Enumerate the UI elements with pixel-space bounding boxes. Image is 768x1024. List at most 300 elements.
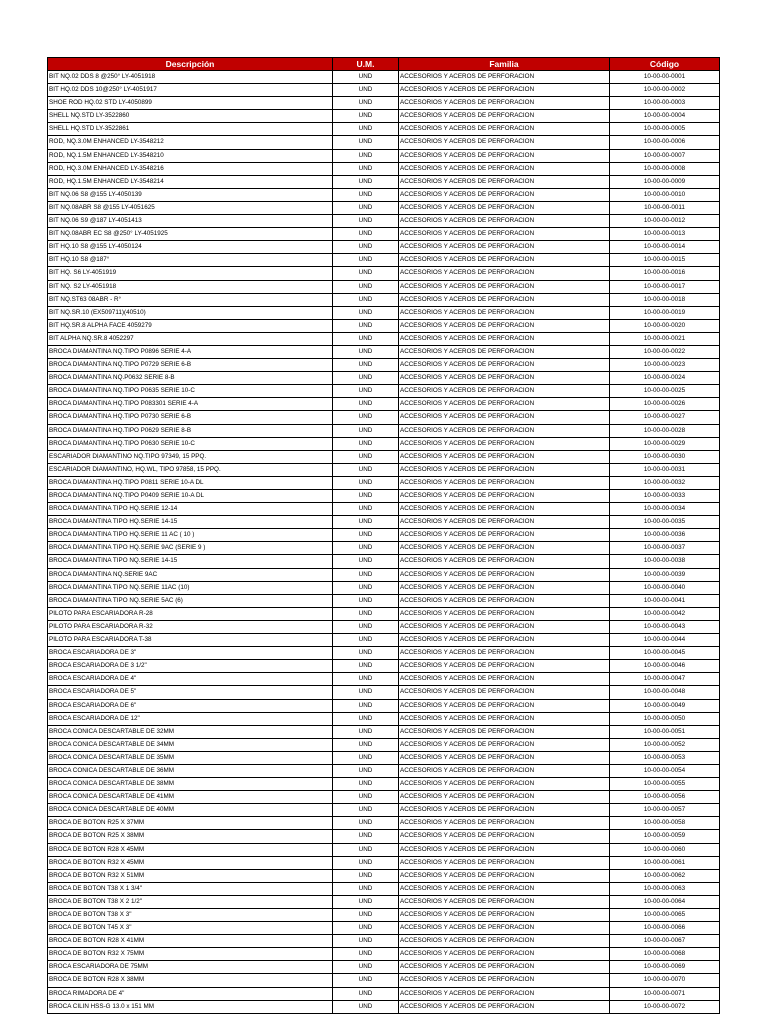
cell-um[interactable]: UND <box>333 450 399 463</box>
cell-familia[interactable]: ACCESORIOS Y ACEROS DE PERFORACION <box>399 516 610 529</box>
cell-codigo[interactable]: 10-00-00-0012 <box>610 215 720 228</box>
cell-descripcion[interactable]: ROD, HQ.1.5M ENHANCED LY-3548214 <box>48 175 333 188</box>
cell-descripcion[interactable]: BROCA DE BOTON R32 X 45MM <box>48 856 333 869</box>
cell-descripcion[interactable]: BROCA DIAMANTINA TIPO NQ.SERIE 5AC (6) <box>48 594 333 607</box>
cell-descripcion[interactable]: SHELL NQ.STD LY-3522860 <box>48 110 333 123</box>
cell-descripcion[interactable]: BROCA ESCARIADORA DE 3 1/2" <box>48 660 333 673</box>
cell-um[interactable]: UND <box>333 476 399 489</box>
cell-descripcion[interactable]: BROCA DIAMANTINA TIPO HQ.SERIE 12-14 <box>48 503 333 516</box>
cell-codigo[interactable]: 10-00-00-0047 <box>610 673 720 686</box>
cell-familia[interactable]: ACCESORIOS Y ACEROS DE PERFORACION <box>399 84 610 97</box>
cell-descripcion[interactable]: BROCA DIAMANTINA TIPO NQ.SERIE 14-15 <box>48 555 333 568</box>
cell-familia[interactable]: ACCESORIOS Y ACEROS DE PERFORACION <box>399 843 610 856</box>
cell-codigo[interactable]: 10-00-00-0021 <box>610 332 720 345</box>
cell-familia[interactable]: ACCESORIOS Y ACEROS DE PERFORACION <box>399 778 610 791</box>
cell-um[interactable]: UND <box>333 686 399 699</box>
cell-familia[interactable]: ACCESORIOS Y ACEROS DE PERFORACION <box>399 817 610 830</box>
cell-familia[interactable]: ACCESORIOS Y ACEROS DE PERFORACION <box>399 463 610 476</box>
cell-um[interactable]: UND <box>333 791 399 804</box>
cell-um[interactable]: UND <box>333 882 399 895</box>
cell-familia[interactable]: ACCESORIOS Y ACEROS DE PERFORACION <box>399 909 610 922</box>
cell-familia[interactable]: ACCESORIOS Y ACEROS DE PERFORACION <box>399 110 610 123</box>
cell-familia[interactable]: ACCESORIOS Y ACEROS DE PERFORACION <box>399 882 610 895</box>
cell-um[interactable]: UND <box>333 345 399 358</box>
cell-familia[interactable]: ACCESORIOS Y ACEROS DE PERFORACION <box>399 987 610 1000</box>
cell-descripcion[interactable]: BROCA DE BOTON R25 X 37MM <box>48 817 333 830</box>
cell-um[interactable]: UND <box>333 372 399 385</box>
cell-familia[interactable]: ACCESORIOS Y ACEROS DE PERFORACION <box>399 738 610 751</box>
cell-codigo[interactable]: 10-00-00-0014 <box>610 241 720 254</box>
cell-um[interactable]: UND <box>333 555 399 568</box>
cell-descripcion[interactable]: BROCA DIAMANTINA NQ.TIPO P0409 SERIE 10-A DL <box>48 490 333 503</box>
cell-codigo[interactable]: 10-00-00-0038 <box>610 555 720 568</box>
cell-um[interactable]: UND <box>333 188 399 201</box>
cell-um[interactable]: UND <box>333 922 399 935</box>
cell-codigo[interactable]: 10-00-00-0013 <box>610 228 720 241</box>
cell-familia[interactable]: ACCESORIOS Y ACEROS DE PERFORACION <box>399 686 610 699</box>
cell-codigo[interactable]: 10-00-00-0015 <box>610 254 720 267</box>
items-table <box>47 57 720 1014</box>
cell-codigo[interactable]: 10-00-00-0059 <box>610 830 720 843</box>
cell-codigo[interactable]: 10-00-00-0036 <box>610 529 720 542</box>
cell-um[interactable]: UND <box>333 437 399 450</box>
cell-codigo[interactable]: 10-00-00-0006 <box>610 136 720 149</box>
cell-descripcion[interactable]: ESCARIADOR DIAMANTINO, HQ.WL, TIPO 97858, 15 PPQ. <box>48 463 333 476</box>
cell-familia[interactable]: ACCESORIOS Y ACEROS DE PERFORACION <box>399 424 610 437</box>
cell-um[interactable]: UND <box>333 71 399 84</box>
cell-descripcion[interactable]: BROCA DIAMANTINA HQ.TIPO P0730 SERIE 6-B <box>48 411 333 424</box>
cell-um[interactable]: UND <box>333 594 399 607</box>
cell-um[interactable]: UND <box>333 712 399 725</box>
cell-descripcion[interactable]: BROCA CONICA DESCARTABLE DE 41MM <box>48 791 333 804</box>
cell-descripcion[interactable]: BIT NQ.02 DDS 8 @250° LY-4051918 <box>48 71 333 84</box>
cell-descripcion[interactable]: BROCA RIMADORA DE 4" <box>48 987 333 1000</box>
cell-codigo[interactable]: 10-00-00-0018 <box>610 293 720 306</box>
cell-codigo[interactable]: 10-00-00-0070 <box>610 974 720 987</box>
cell-descripcion[interactable]: BROCA DIAMANTINA NQ.TIPO P0635 SERIE 10-C <box>48 385 333 398</box>
cell-familia[interactable]: ACCESORIOS Y ACEROS DE PERFORACION <box>399 791 610 804</box>
cell-codigo[interactable]: 10-00-00-0069 <box>610 961 720 974</box>
cell-descripcion[interactable]: ROD, NQ.1.5M ENHANCED LY-3548210 <box>48 149 333 162</box>
cell-descripcion[interactable]: SHOE ROD HQ.02 STD LY-4050899 <box>48 97 333 110</box>
cell-codigo[interactable]: 10-00-00-0001 <box>610 71 720 84</box>
cell-familia[interactable]: ACCESORIOS Y ACEROS DE PERFORACION <box>399 948 610 961</box>
cell-um[interactable]: UND <box>333 267 399 280</box>
cell-descripcion[interactable]: BIT ALPHA NQ.SR.8 4052297 <box>48 332 333 345</box>
cell-familia[interactable]: ACCESORIOS Y ACEROS DE PERFORACION <box>399 476 610 489</box>
cell-descripcion[interactable]: BROCA DE BOTON R28 X 45MM <box>48 843 333 856</box>
cell-codigo[interactable]: 10-00-00-0016 <box>610 267 720 280</box>
cell-codigo[interactable]: 10-00-00-0060 <box>610 843 720 856</box>
cell-um[interactable]: UND <box>333 620 399 633</box>
cell-codigo[interactable]: 10-00-00-0019 <box>610 306 720 319</box>
cell-familia[interactable]: ACCESORIOS Y ACEROS DE PERFORACION <box>399 228 610 241</box>
cell-codigo[interactable]: 10-00-00-0030 <box>610 450 720 463</box>
cell-codigo[interactable]: 10-00-00-0033 <box>610 490 720 503</box>
header-descripcion[interactable]: Descripción <box>48 58 333 71</box>
cell-um[interactable]: UND <box>333 201 399 214</box>
cell-um[interactable]: UND <box>333 241 399 254</box>
cell-familia[interactable]: ACCESORIOS Y ACEROS DE PERFORACION <box>399 162 610 175</box>
cell-familia[interactable]: ACCESORIOS Y ACEROS DE PERFORACION <box>399 895 610 908</box>
cell-um[interactable]: UND <box>333 319 399 332</box>
cell-familia[interactable]: ACCESORIOS Y ACEROS DE PERFORACION <box>399 660 610 673</box>
cell-familia[interactable]: ACCESORIOS Y ACEROS DE PERFORACION <box>399 581 610 594</box>
cell-codigo[interactable]: 10-00-00-0003 <box>610 97 720 110</box>
cell-descripcion[interactable]: BROCA DE BOTON R32 X 75MM <box>48 948 333 961</box>
cell-um[interactable]: UND <box>333 542 399 555</box>
cell-um[interactable]: UND <box>333 568 399 581</box>
table-row <box>48 162 720 175</box>
cell-codigo[interactable]: 10-00-00-0043 <box>610 620 720 633</box>
cell-codigo[interactable]: 10-00-00-0024 <box>610 372 720 385</box>
table-row <box>48 673 720 686</box>
cell-um[interactable]: UND <box>333 398 399 411</box>
cell-descripcion[interactable]: BROCA DIAMANTINA HQ.TIPO P0630 SERIE 10-C <box>48 437 333 450</box>
table-row <box>48 228 720 241</box>
cell-um[interactable]: UND <box>333 817 399 830</box>
cell-familia[interactable]: ACCESORIOS Y ACEROS DE PERFORACION <box>399 503 610 516</box>
cell-familia[interactable]: ACCESORIOS Y ACEROS DE PERFORACION <box>399 725 610 738</box>
cell-um[interactable]: UND <box>333 149 399 162</box>
cell-codigo[interactable]: 10-00-00-0002 <box>610 84 720 97</box>
cell-codigo[interactable]: 10-00-00-0053 <box>610 751 720 764</box>
cell-descripcion[interactable]: BROCA ESCARIADORA DE 4" <box>48 673 333 686</box>
cell-codigo[interactable]: 10-00-00-0034 <box>610 503 720 516</box>
cell-familia[interactable]: ACCESORIOS Y ACEROS DE PERFORACION <box>399 634 610 647</box>
cell-um[interactable]: UND <box>333 987 399 1000</box>
cell-familia[interactable]: ACCESORIOS Y ACEROS DE PERFORACION <box>399 1000 610 1013</box>
cell-descripcion[interactable]: ESCARIADOR DIAMANTINO NQ.TIPO 97349, 15 PPQ. <box>48 450 333 463</box>
cell-codigo[interactable]: 10-00-00-0011 <box>610 201 720 214</box>
cell-um[interactable]: UND <box>333 306 399 319</box>
cell-codigo[interactable]: 10-00-00-0048 <box>610 686 720 699</box>
header-um[interactable]: U.M. <box>333 58 399 71</box>
cell-codigo[interactable]: 10-00-00-0035 <box>610 516 720 529</box>
cell-codigo[interactable]: 10-00-00-0056 <box>610 791 720 804</box>
cell-um[interactable]: UND <box>333 280 399 293</box>
cell-familia[interactable]: ACCESORIOS Y ACEROS DE PERFORACION <box>399 555 610 568</box>
cell-codigo[interactable]: 10-00-00-0023 <box>610 359 720 372</box>
cell-um[interactable]: UND <box>333 162 399 175</box>
cell-descripcion[interactable]: BIT NQ.SR.10 (EX509711)(40510) <box>48 306 333 319</box>
cell-um[interactable]: UND <box>333 948 399 961</box>
cell-familia[interactable]: ACCESORIOS Y ACEROS DE PERFORACION <box>399 490 610 503</box>
cell-codigo[interactable]: 10-00-00-0051 <box>610 725 720 738</box>
cell-um[interactable]: UND <box>333 332 399 345</box>
cell-um[interactable]: UND <box>333 738 399 751</box>
cell-familia[interactable]: ACCESORIOS Y ACEROS DE PERFORACION <box>399 974 610 987</box>
cell-codigo[interactable]: 10-00-00-0066 <box>610 922 720 935</box>
cell-um[interactable]: UND <box>333 869 399 882</box>
cell-descripcion[interactable]: PILOTO PARA ESCARIADORA T-38 <box>48 634 333 647</box>
cell-um[interactable]: UND <box>333 909 399 922</box>
cell-familia[interactable]: ACCESORIOS Y ACEROS DE PERFORACION <box>399 267 610 280</box>
cell-familia[interactable]: ACCESORIOS Y ACEROS DE PERFORACION <box>399 869 610 882</box>
cell-um[interactable]: UND <box>333 385 399 398</box>
cell-descripcion[interactable]: BROCA CONICA DESCARTABLE DE 40MM <box>48 804 333 817</box>
cell-familia[interactable]: ACCESORIOS Y ACEROS DE PERFORACION <box>399 607 610 620</box>
cell-familia[interactable]: ACCESORIOS Y ACEROS DE PERFORACION <box>399 345 610 358</box>
cell-codigo[interactable]: 10-00-00-0009 <box>610 175 720 188</box>
cell-um[interactable]: UND <box>333 778 399 791</box>
cell-familia[interactable]: ACCESORIOS Y ACEROS DE PERFORACION <box>399 542 610 555</box>
cell-descripcion[interactable]: BROCA DIAMANTINA TIPO HQ.SERIE 9AC (SERIE 9 ) <box>48 542 333 555</box>
cell-codigo[interactable]: 10-00-00-0050 <box>610 712 720 725</box>
cell-descripcion[interactable]: BROCA CILIN HSS-G 13.0 x 151 MM <box>48 1000 333 1013</box>
cell-familia[interactable]: ACCESORIOS Y ACEROS DE PERFORACION <box>399 201 610 214</box>
cell-familia[interactable]: ACCESORIOS Y ACEROS DE PERFORACION <box>399 136 610 149</box>
cell-um[interactable]: UND <box>333 660 399 673</box>
cell-descripcion[interactable]: BROCA DIAMANTINA NQ.P0632 SERIE 8-B <box>48 372 333 385</box>
cell-um[interactable]: UND <box>333 895 399 908</box>
cell-familia[interactable]: ACCESORIOS Y ACEROS DE PERFORACION <box>399 306 610 319</box>
cell-familia[interactable]: ACCESORIOS Y ACEROS DE PERFORACION <box>399 215 610 228</box>
cell-um[interactable]: UND <box>333 607 399 620</box>
cell-um[interactable]: UND <box>333 136 399 149</box>
cell-codigo[interactable]: 10-00-00-0028 <box>610 424 720 437</box>
cell-descripcion[interactable]: BIT NQ.08ABR S8 @155 LY-4051625 <box>48 201 333 214</box>
cell-codigo[interactable]: 10-00-00-0054 <box>610 764 720 777</box>
cell-descripcion[interactable]: BROCA DE BOTON T38 X 3" <box>48 909 333 922</box>
cell-descripcion[interactable]: BIT NQ.06 S9 @187 LY-4051413 <box>48 215 333 228</box>
cell-descripcion[interactable]: SHELL HQ.STD LY-3522861 <box>48 123 333 136</box>
cell-descripcion[interactable]: PILOTO PARA ESCARIADORA R-32 <box>48 620 333 633</box>
cell-um[interactable]: UND <box>333 843 399 856</box>
cell-descripcion[interactable]: BROCA DIAMANTINA NQ.TIPO P0896 SERIE 4-A <box>48 345 333 358</box>
cell-descripcion[interactable]: ROD, HQ.3.0M ENHANCED LY-3548216 <box>48 162 333 175</box>
cell-familia[interactable]: ACCESORIOS Y ACEROS DE PERFORACION <box>399 71 610 84</box>
cell-codigo[interactable]: 10-00-00-0026 <box>610 398 720 411</box>
cell-descripcion[interactable]: ROD, NQ.3.0M ENHANCED LY-3548212 <box>48 136 333 149</box>
cell-codigo[interactable]: 10-00-00-0061 <box>610 856 720 869</box>
cell-codigo[interactable]: 10-00-00-0063 <box>610 882 720 895</box>
spreadsheet-sheet <box>47 57 720 1014</box>
cell-familia[interactable]: ACCESORIOS Y ACEROS DE PERFORACION <box>399 751 610 764</box>
cell-um[interactable]: UND <box>333 254 399 267</box>
cell-codigo[interactable]: 10-00-00-0044 <box>610 634 720 647</box>
cell-codigo[interactable]: 10-00-00-0017 <box>610 280 720 293</box>
cell-um[interactable]: UND <box>333 935 399 948</box>
cell-codigo[interactable]: 10-00-00-0020 <box>610 319 720 332</box>
cell-codigo[interactable]: 10-00-00-0045 <box>610 647 720 660</box>
cell-codigo[interactable]: 10-00-00-0005 <box>610 123 720 136</box>
cell-um[interactable]: UND <box>333 215 399 228</box>
cell-familia[interactable]: ACCESORIOS Y ACEROS DE PERFORACION <box>399 922 610 935</box>
cell-familia[interactable]: ACCESORIOS Y ACEROS DE PERFORACION <box>399 97 610 110</box>
cell-codigo[interactable]: 10-00-00-0010 <box>610 188 720 201</box>
cell-familia[interactable]: ACCESORIOS Y ACEROS DE PERFORACION <box>399 398 610 411</box>
cell-um[interactable]: UND <box>333 830 399 843</box>
cell-codigo[interactable]: 10-00-00-0058 <box>610 817 720 830</box>
cell-descripcion[interactable]: BROCA DE BOTON T45 X 3" <box>48 922 333 935</box>
cell-familia[interactable]: ACCESORIOS Y ACEROS DE PERFORACION <box>399 712 610 725</box>
cell-codigo[interactable]: 10-00-00-0046 <box>610 660 720 673</box>
cell-familia[interactable]: ACCESORIOS Y ACEROS DE PERFORACION <box>399 856 610 869</box>
cell-familia[interactable]: ACCESORIOS Y ACEROS DE PERFORACION <box>399 411 610 424</box>
cell-descripcion[interactable]: BROCA DE BOTON R25 X 38MM <box>48 830 333 843</box>
cell-um[interactable]: UND <box>333 804 399 817</box>
cell-familia[interactable]: ACCESORIOS Y ACEROS DE PERFORACION <box>399 594 610 607</box>
cell-descripcion[interactable]: BROCA ESCARIADORA DE 3" <box>48 647 333 660</box>
cell-um[interactable]: UND <box>333 503 399 516</box>
cell-codigo[interactable]: 10-00-00-0032 <box>610 476 720 489</box>
cell-um[interactable]: UND <box>333 961 399 974</box>
cell-codigo[interactable]: 10-00-00-0064 <box>610 895 720 908</box>
cell-um[interactable]: UND <box>333 424 399 437</box>
cell-descripcion[interactable]: BIT NQ.ST63 08ABR - R° <box>48 293 333 306</box>
cell-codigo[interactable]: 10-00-00-0057 <box>610 804 720 817</box>
cell-familia[interactable]: ACCESORIOS Y ACEROS DE PERFORACION <box>399 830 610 843</box>
cell-familia[interactable]: ACCESORIOS Y ACEROS DE PERFORACION <box>399 450 610 463</box>
cell-codigo[interactable]: 10-00-00-0029 <box>610 437 720 450</box>
cell-familia[interactable]: ACCESORIOS Y ACEROS DE PERFORACION <box>399 188 610 201</box>
cell-familia[interactable]: ACCESORIOS Y ACEROS DE PERFORACION <box>399 241 610 254</box>
cell-descripcion[interactable]: BROCA CONICA DESCARTABLE DE 32MM <box>48 725 333 738</box>
cell-um[interactable]: UND <box>333 490 399 503</box>
cell-familia[interactable]: ACCESORIOS Y ACEROS DE PERFORACION <box>399 149 610 162</box>
cell-descripcion[interactable]: BROCA DE BOTON R28 X 41MM <box>48 935 333 948</box>
cell-familia[interactable]: ACCESORIOS Y ACEROS DE PERFORACION <box>399 175 610 188</box>
cell-codigo[interactable]: 10-00-00-0031 <box>610 463 720 476</box>
cell-descripcion[interactable]: BROCA CONICA DESCARTABLE DE 38MM <box>48 778 333 791</box>
cell-descripcion[interactable]: BIT HQ.02 DDS 10@250° LY-4051917 <box>48 84 333 97</box>
cell-descripcion[interactable]: BIT HQ. S6 LY-4051919 <box>48 267 333 280</box>
cell-descripcion[interactable]: BROCA ESCARIADORA DE 6" <box>48 699 333 712</box>
cell-descripcion[interactable]: BROCA DIAMANTINA TIPO HQ.SERIE 11 AC ( 10 ) <box>48 529 333 542</box>
cell-um[interactable]: UND <box>333 673 399 686</box>
cell-familia[interactable]: ACCESORIOS Y ACEROS DE PERFORACION <box>399 647 610 660</box>
cell-descripcion[interactable]: BROCA CONICA DESCARTABLE DE 36MM <box>48 764 333 777</box>
cell-um[interactable]: UND <box>333 293 399 306</box>
cell-codigo[interactable]: 10-00-00-0067 <box>610 935 720 948</box>
cell-codigo[interactable]: 10-00-00-0055 <box>610 778 720 791</box>
cell-codigo[interactable]: 10-00-00-0039 <box>610 568 720 581</box>
cell-descripcion[interactable]: BIT HQ.10 S8 @187° <box>48 254 333 267</box>
cell-um[interactable]: UND <box>333 123 399 136</box>
cell-familia[interactable]: ACCESORIOS Y ACEROS DE PERFORACION <box>399 319 610 332</box>
cell-familia[interactable]: ACCESORIOS Y ACEROS DE PERFORACION <box>399 372 610 385</box>
cell-descripcion[interactable]: BROCA DIAMANTINA NQ.TIPO P0729 SERIE 6-B <box>48 359 333 372</box>
cell-descripcion[interactable]: BIT NQ.06 S8 @155 LY-4050139 <box>48 188 333 201</box>
cell-descripcion[interactable]: BROCA DIAMANTINA HQ.TIPO P0811 SERIE 10-A DL <box>48 476 333 489</box>
cell-codigo[interactable]: 10-00-00-0025 <box>610 385 720 398</box>
cell-familia[interactable]: ACCESORIOS Y ACEROS DE PERFORACION <box>399 699 610 712</box>
cell-familia[interactable]: ACCESORIOS Y ACEROS DE PERFORACION <box>399 764 610 777</box>
cell-descripcion[interactable]: BROCA ESCARIADORA DE 5" <box>48 686 333 699</box>
cell-um[interactable]: UND <box>333 699 399 712</box>
cell-familia[interactable]: ACCESORIOS Y ACEROS DE PERFORACION <box>399 568 610 581</box>
cell-codigo[interactable]: 10-00-00-0007 <box>610 149 720 162</box>
cell-codigo[interactable]: 10-00-00-0062 <box>610 869 720 882</box>
cell-descripcion[interactable]: BROCA ESCARIADORA DE 12" <box>48 712 333 725</box>
cell-codigo[interactable]: 10-00-00-0022 <box>610 345 720 358</box>
cell-descripcion[interactable]: PILOTO PARA ESCARIADORA R-28 <box>48 607 333 620</box>
cell-codigo[interactable]: 10-00-00-0040 <box>610 581 720 594</box>
cell-codigo[interactable]: 10-00-00-0065 <box>610 909 720 922</box>
cell-familia[interactable]: ACCESORIOS Y ACEROS DE PERFORACION <box>399 961 610 974</box>
cell-um[interactable]: UND <box>333 1000 399 1013</box>
cell-codigo[interactable]: 10-00-00-0049 <box>610 699 720 712</box>
table-row <box>48 634 720 647</box>
cell-familia[interactable]: ACCESORIOS Y ACEROS DE PERFORACION <box>399 529 610 542</box>
cell-codigo[interactable]: 10-00-00-0072 <box>610 1000 720 1013</box>
cell-um[interactable]: UND <box>333 516 399 529</box>
table-row <box>48 175 720 188</box>
cell-codigo[interactable]: 10-00-00-0071 <box>610 987 720 1000</box>
cell-um[interactable]: UND <box>333 856 399 869</box>
cell-codigo[interactable]: 10-00-00-0008 <box>610 162 720 175</box>
cell-um[interactable]: UND <box>333 97 399 110</box>
cell-familia[interactable]: ACCESORIOS Y ACEROS DE PERFORACION <box>399 804 610 817</box>
cell-um[interactable]: UND <box>333 647 399 660</box>
cell-um[interactable]: UND <box>333 974 399 987</box>
cell-um[interactable]: UND <box>333 725 399 738</box>
cell-um[interactable]: UND <box>333 463 399 476</box>
cell-descripcion[interactable]: BROCA DIAMANTINA TIPO NQ.SERIE 11AC (10) <box>48 581 333 594</box>
cell-codigo[interactable]: 10-00-00-0027 <box>610 411 720 424</box>
cell-descripcion[interactable]: BIT HQ.SR.8 ALPHA FACE 4059279 <box>48 319 333 332</box>
cell-codigo[interactable]: 10-00-00-0004 <box>610 110 720 123</box>
cell-familia[interactable]: ACCESORIOS Y ACEROS DE PERFORACION <box>399 359 610 372</box>
header-familia[interactable]: Familia <box>399 58 610 71</box>
cell-um[interactable]: UND <box>333 110 399 123</box>
cell-codigo[interactable]: 10-00-00-0037 <box>610 542 720 555</box>
header-codigo[interactable]: Código <box>610 58 720 71</box>
cell-familia[interactable]: ACCESORIOS Y ACEROS DE PERFORACION <box>399 673 610 686</box>
cell-um[interactable]: UND <box>333 764 399 777</box>
cell-descripcion[interactable]: BIT HQ.10 S8 @155 LY-4050124 <box>48 241 333 254</box>
cell-familia[interactable]: ACCESORIOS Y ACEROS DE PERFORACION <box>399 332 610 345</box>
cell-descripcion[interactable]: BIT NQ.08ABR EC S8 @250° LY-4051925 <box>48 228 333 241</box>
cell-descripcion[interactable]: BROCA DE BOTON R28 X 38MM <box>48 974 333 987</box>
cell-um[interactable]: UND <box>333 634 399 647</box>
cell-descripcion[interactable]: BIT NQ. S2 LY-4051918 <box>48 280 333 293</box>
cell-descripcion[interactable]: BROCA DE BOTON T38 X 2 1/2" <box>48 895 333 908</box>
cell-descripcion[interactable]: BROCA DE BOTON T38 X 1 3/4" <box>48 882 333 895</box>
cell-familia[interactable]: ACCESORIOS Y ACEROS DE PERFORACION <box>399 385 610 398</box>
cell-um[interactable]: UND <box>333 529 399 542</box>
cell-um[interactable]: UND <box>333 175 399 188</box>
cell-descripcion[interactable]: BROCA DIAMANTINA NQ.SERIE 9AC <box>48 568 333 581</box>
cell-um[interactable]: UND <box>333 581 399 594</box>
cell-familia[interactable]: ACCESORIOS Y ACEROS DE PERFORACION <box>399 935 610 948</box>
cell-familia[interactable]: ACCESORIOS Y ACEROS DE PERFORACION <box>399 280 610 293</box>
cell-familia[interactable]: ACCESORIOS Y ACEROS DE PERFORACION <box>399 293 610 306</box>
cell-descripcion[interactable]: BROCA DE BOTON R32 X 51MM <box>48 869 333 882</box>
cell-familia[interactable]: ACCESORIOS Y ACEROS DE PERFORACION <box>399 254 610 267</box>
cell-um[interactable]: UND <box>333 359 399 372</box>
cell-codigo[interactable]: 10-00-00-0042 <box>610 607 720 620</box>
cell-descripcion[interactable]: BROCA DIAMANTINA HQ.TIPO P083301 SERIE 4-A <box>48 398 333 411</box>
cell-familia[interactable]: ACCESORIOS Y ACEROS DE PERFORACION <box>399 620 610 633</box>
cell-descripcion[interactable]: BROCA ESCARIADORA DE 75MM <box>48 961 333 974</box>
cell-familia[interactable]: ACCESORIOS Y ACEROS DE PERFORACION <box>399 437 610 450</box>
cell-familia[interactable]: ACCESORIOS Y ACEROS DE PERFORACION <box>399 123 610 136</box>
cell-codigo[interactable]: 10-00-00-0041 <box>610 594 720 607</box>
cell-um[interactable]: UND <box>333 411 399 424</box>
cell-descripcion[interactable]: BROCA DIAMANTINA HQ.TIPO P0629 SERIE 8-B <box>48 424 333 437</box>
cell-codigo[interactable]: 10-00-00-0052 <box>610 738 720 751</box>
cell-um[interactable]: UND <box>333 751 399 764</box>
table-row <box>48 254 720 267</box>
cell-descripcion[interactable]: BROCA CONICA DESCARTABLE DE 34MM <box>48 738 333 751</box>
cell-um[interactable]: UND <box>333 84 399 97</box>
cell-codigo[interactable]: 10-00-00-0068 <box>610 948 720 961</box>
cell-descripcion[interactable]: BROCA DIAMANTINA TIPO HQ.SERIE 14-15 <box>48 516 333 529</box>
cell-um[interactable]: UND <box>333 228 399 241</box>
cell-descripcion[interactable]: BROCA CONICA DESCARTABLE DE 35MM <box>48 751 333 764</box>
